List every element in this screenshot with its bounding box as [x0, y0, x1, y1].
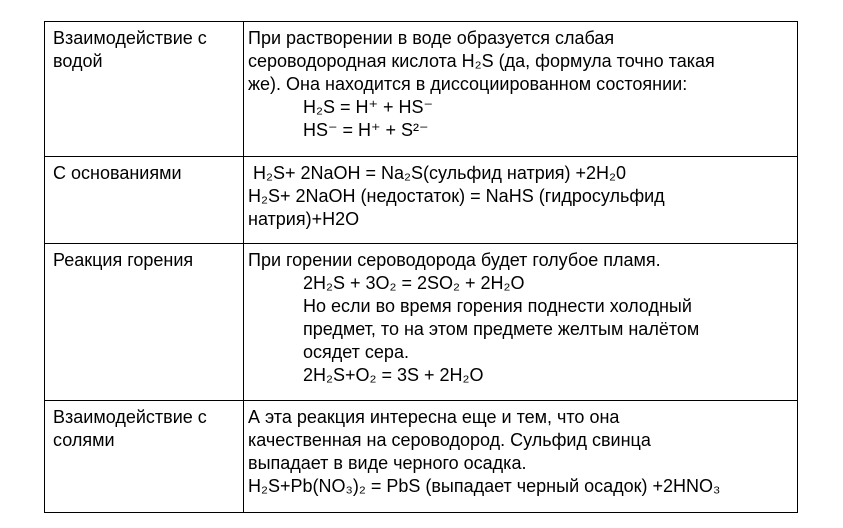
text-line: А эта реакция интересна еще и тем, что она [248, 407, 620, 427]
row-content-cell-salts [244, 401, 798, 513]
text-line: При горении сероводорода будет голубое пламя. [248, 250, 661, 270]
text-line: При растворении в воде образуется слабая [248, 28, 615, 48]
equation-line: H₂S = H⁺ + HS⁻ [303, 97, 434, 117]
text-line: сероводородная кислота H₂S (да, формула точно такая [248, 51, 715, 71]
row-content-cell-water [244, 22, 798, 157]
equation-line: H₂S+ 2NaOH = Na₂S(сульфид натрия) +2H₂0 [248, 163, 627, 183]
text-line: же). Она находится в диссоциированном состоянии: [248, 74, 688, 94]
equation-line: HS⁻ = H⁺ + S²⁻ [303, 120, 429, 140]
equation-line: 2H₂S+O₂ = 3S + 2H₂O [303, 365, 484, 385]
row-header-cell-water [45, 22, 244, 157]
row-header-cell-bases [45, 157, 244, 244]
row-header-cell-salts [45, 401, 244, 513]
row-header-label: Реакция горения [53, 250, 194, 270]
equation-line: H₂S+ 2NaOH (недостаток) = NaHS (гидросульфид [248, 186, 665, 206]
equation-line: H₂S+Pb(NO₃)₂ = PbS (выпадает черный осадок) +2HNO₃ [248, 476, 721, 496]
row-header-cell-combustion [45, 244, 244, 401]
row-header-label: Взаимодействие с солями [53, 407, 207, 450]
equation-line: 2H₂S + 3O₂ = 2SO₂ + 2H₂O [303, 273, 525, 293]
table-row-bases [45, 157, 798, 244]
text-line: осядет сера. [303, 342, 409, 362]
text-line: выпадает в виде черного осадка. [248, 453, 527, 473]
equation-line: натрия)+H2O [248, 209, 360, 229]
text-line: Но если во время горения поднести холодный [303, 296, 692, 316]
text-line: предмет, то на этом предмете желтым налётом [303, 319, 700, 339]
table-row-combustion [45, 244, 798, 401]
table-row-salts [45, 401, 798, 513]
row-content-cell-bases [244, 157, 798, 244]
row-header-label: С основаниями [53, 163, 182, 183]
hydrogen-sulfide-properties-table [44, 21, 798, 513]
row-content-cell-combustion [244, 244, 798, 401]
row-header-label: Взаимодействие с водой [53, 28, 207, 71]
text-line: качественная на сероводород. Сульфид свинца [248, 430, 651, 450]
table-row-water [45, 22, 798, 157]
